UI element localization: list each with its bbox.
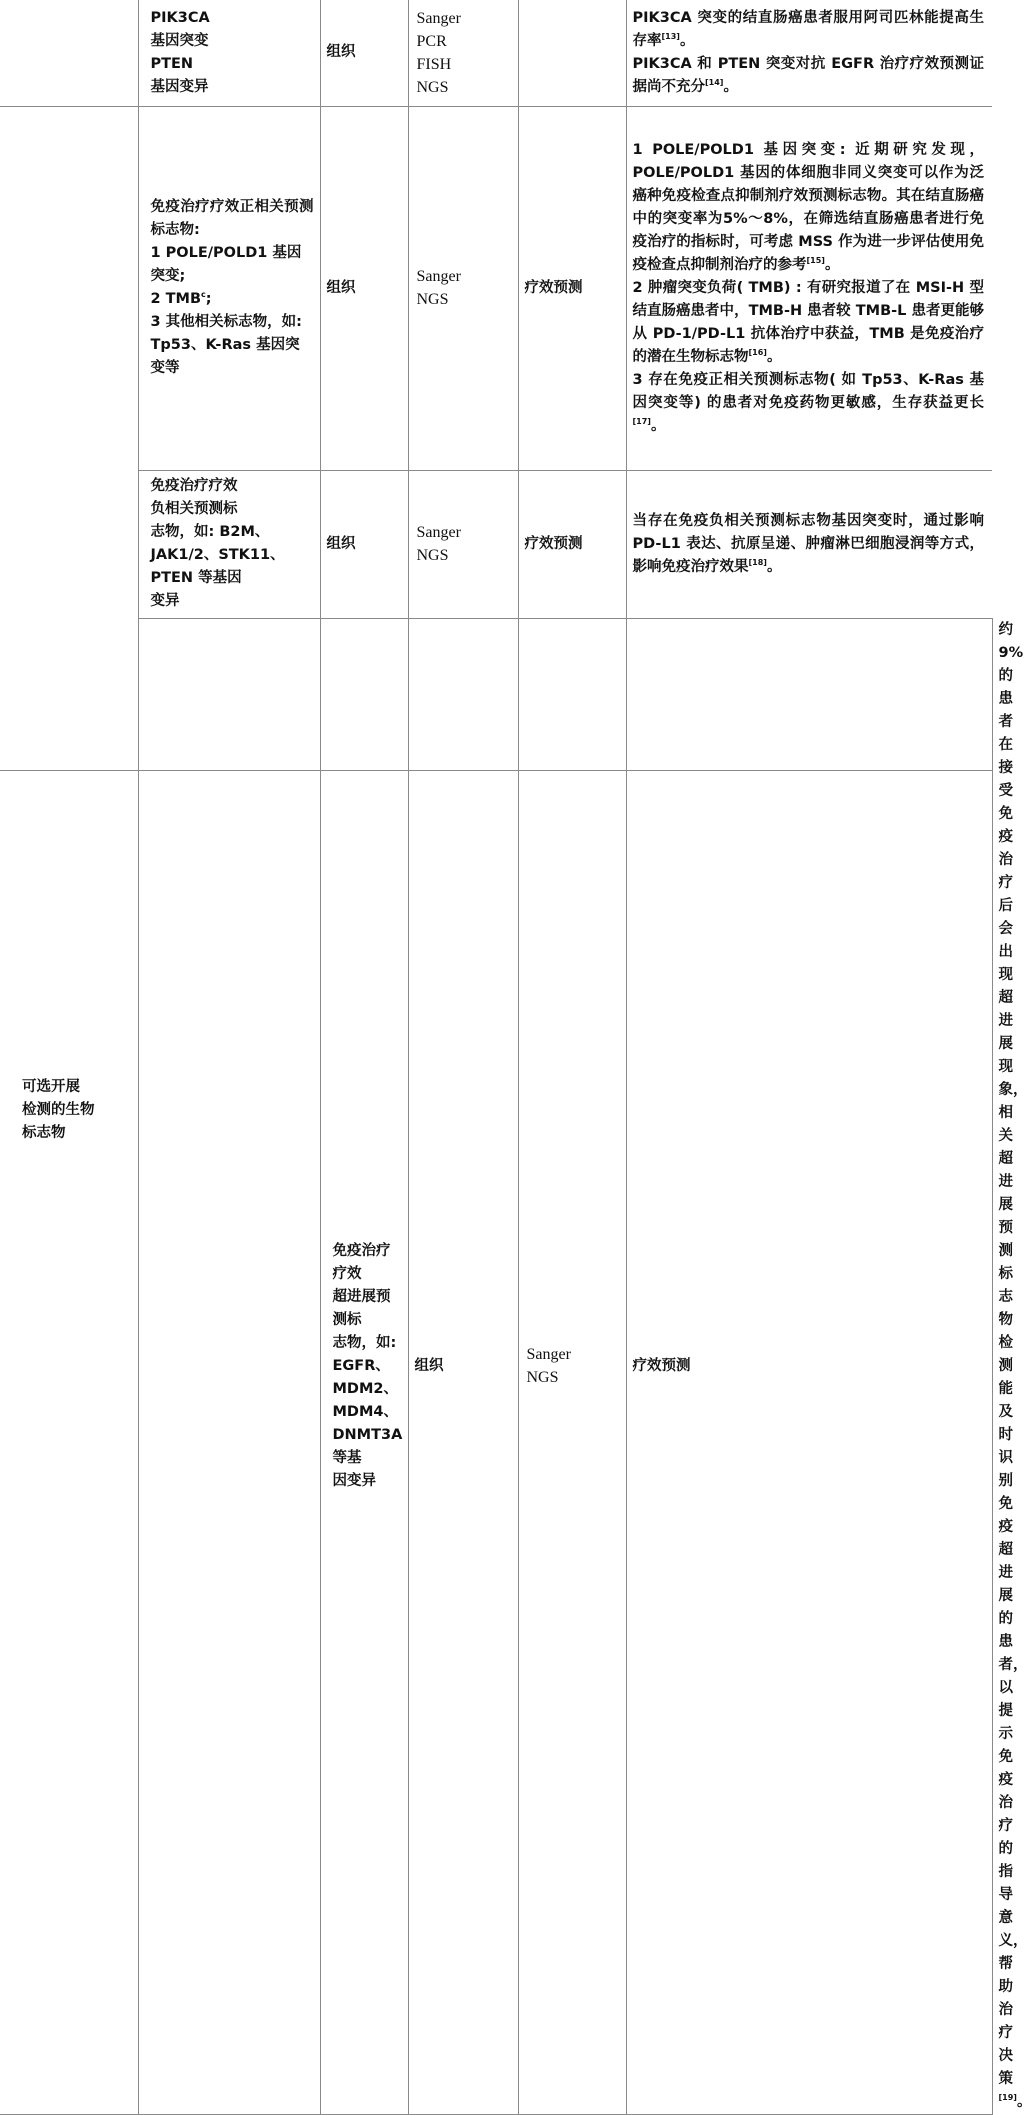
biomarker-cell [138,470,320,618]
biomarker-line: 3 其他相关标志物，如: Tp53、K-Ras 基因突变等 [150,314,302,376]
citation-ref: [17] [632,416,651,426]
footnote-marker: c [201,290,206,300]
biomarker-line: 志物，如: EGFR、 [332,1334,397,1374]
method-item: Sanger [416,9,461,27]
biomarker-line: 超进展预测标 [332,1288,391,1328]
biomarker-line: 志物，如: B2M、 [150,524,270,540]
sample-type: 组织 [326,279,356,296]
sample-type: 组织 [326,44,356,61]
biomarker-line: PIK3CA [150,9,210,26]
biomarker-line: DNMT3A 等基 [332,1426,403,1466]
table-row [0,0,992,106]
sample-type: 组织 [414,1357,444,1374]
biomarker-line: 基因突变 [150,32,209,49]
cropped-footnote-strip [0,770,992,779]
method-item: NGS [416,291,449,308]
biomarker-line: 基因变异 [150,78,209,95]
biomarker-line: JAK1/2、STK11、 [150,547,285,563]
description-paragraph: 2 肿瘤突变负荷( TMB) : 有研究报道了在 MSI-H 型结直肠癌患者中，TMB-H 患者较 TMB-L 患者更能够从 PD-1/PD-L1 抗体治疗中获益，TMB 是免疫治疗的潜在生物标志物[16]。 [632,279,984,365]
biomarker-cell [138,106,320,470]
biomarker-line: 1 POLE/POLD1 基因突变; [150,245,302,284]
method-item: Sanger [416,268,461,285]
sample-type: 组织 [326,535,356,552]
category-label-line: 可选开展 [22,1078,80,1095]
description-paragraph: PIK3CA 和 PTEN 突变对抗 EGFR 治疗疗效预测证据尚不充分[14]。 [632,55,984,95]
biomarker-line: 负相关预测标 [150,501,238,517]
sample-cell [320,106,408,470]
method-item: PCR [416,32,447,50]
biomarker-line: PTEN 等基因 [150,570,242,586]
table-row [0,470,992,618]
method-item: NGS [416,78,449,96]
table-row: 免疫治疗疗效 超进展预测标 志物，如: EGFR、 MDM2、MDM4、 DNMT3A 等基 因变异 组织 Sanger NGS 疗效预测 约 9% 的患者在接受免疫治疗后会出现超进展现象，相关超进展预测标志物检测能及时识别免疫超进展的患者，以提示免疫治疗的指导意义，帮助治疗决策[19]。 [0,618,992,2114]
citation-ref: [18] [748,557,767,567]
citation-ref: [19] [998,2092,1017,2102]
category-cell [0,106,138,2114]
description-cell [626,0,992,106]
description-paragraph: 1 POLE/POLD1 基因突变: 近期研究发现，POLE/POLD1 基因的体细胞非同义突变可以作为泛癌种免疫检查点抑制剂疗效预测标志物。其在结直肠癌中的突变率为5%～8%，在筛选结直肠癌患者进行免疫治疗的指标时，可考虑 MSS 作为进一步评估使用免疫检查点抑制剂治疗的参考[15]。 [632,141,984,273]
citation-ref: [13] [661,31,680,41]
biomarker-line: PTEN [150,55,194,72]
method-item: Sanger [526,1346,571,1363]
table-row [0,106,992,470]
category-label-line: 检测的生物 [22,1101,95,1118]
biomarker-line: 因变异 [332,1472,376,1489]
sample-cell [320,0,408,106]
purpose-cell [518,470,626,618]
description-paragraph: 当存在免疫负相关预测标志物基因突变时，通过影响 PD-L1 表达、抗原呈递、肿瘤淋巴细胞浸润等方式，影响免疫治疗效果[18]。 [632,512,984,575]
citation-ref: [15] [806,255,825,265]
description-cell [626,106,992,470]
category-cell-empty [0,0,138,106]
method-item: NGS [526,1369,559,1386]
method-item: Sanger [416,524,461,541]
biomarker-line: MDM2、MDM4、 [332,1380,398,1420]
biomarker-line: 免疫治疗疗效 [150,478,238,494]
purpose-cell [518,106,626,470]
sample-cell [320,470,408,618]
method-item: FISH [416,55,452,73]
purpose-cell [518,0,626,106]
citation-ref: [14] [705,77,724,87]
purpose-cell [626,618,992,2114]
method-item: NGS [416,547,449,564]
description-paragraph: PIK3CA 突变的结直肠癌患者服用阿司匹林能提高生存率[13]。 [632,9,984,49]
methods-cell [408,106,518,470]
methods-cell [408,0,518,106]
biomarker-cell [138,0,320,106]
methods-cell [408,470,518,618]
biomarker-line: 2 TMB$^c$; [150,290,212,307]
description-paragraph: 3 存在免疫正相关预测标志物( 如 Tp53、K-Ras 基因突变等) 的患者对免疫药物更敏感，生存获益更长[17]。 [632,371,984,434]
biomarker-line: 变异 [150,593,180,609]
citation-ref: [16] [748,347,767,357]
category-cell-empty [138,618,320,2114]
category-label-line: 标志物 [22,1124,66,1141]
purpose-text: 疗效预测 [524,279,583,296]
biomarker-line: 免疫治疗疗效 [332,1242,391,1282]
sample-cell [408,618,518,2114]
purpose-text: 疗效预测 [524,535,583,552]
biomarker-line: 免疫治疗疗效正相关预测标志物: [150,199,314,238]
description-cell [626,470,992,618]
methods-cell [518,618,626,2114]
purpose-text: 疗效预测 [632,1357,691,1374]
biomarker-cell [320,618,408,2114]
